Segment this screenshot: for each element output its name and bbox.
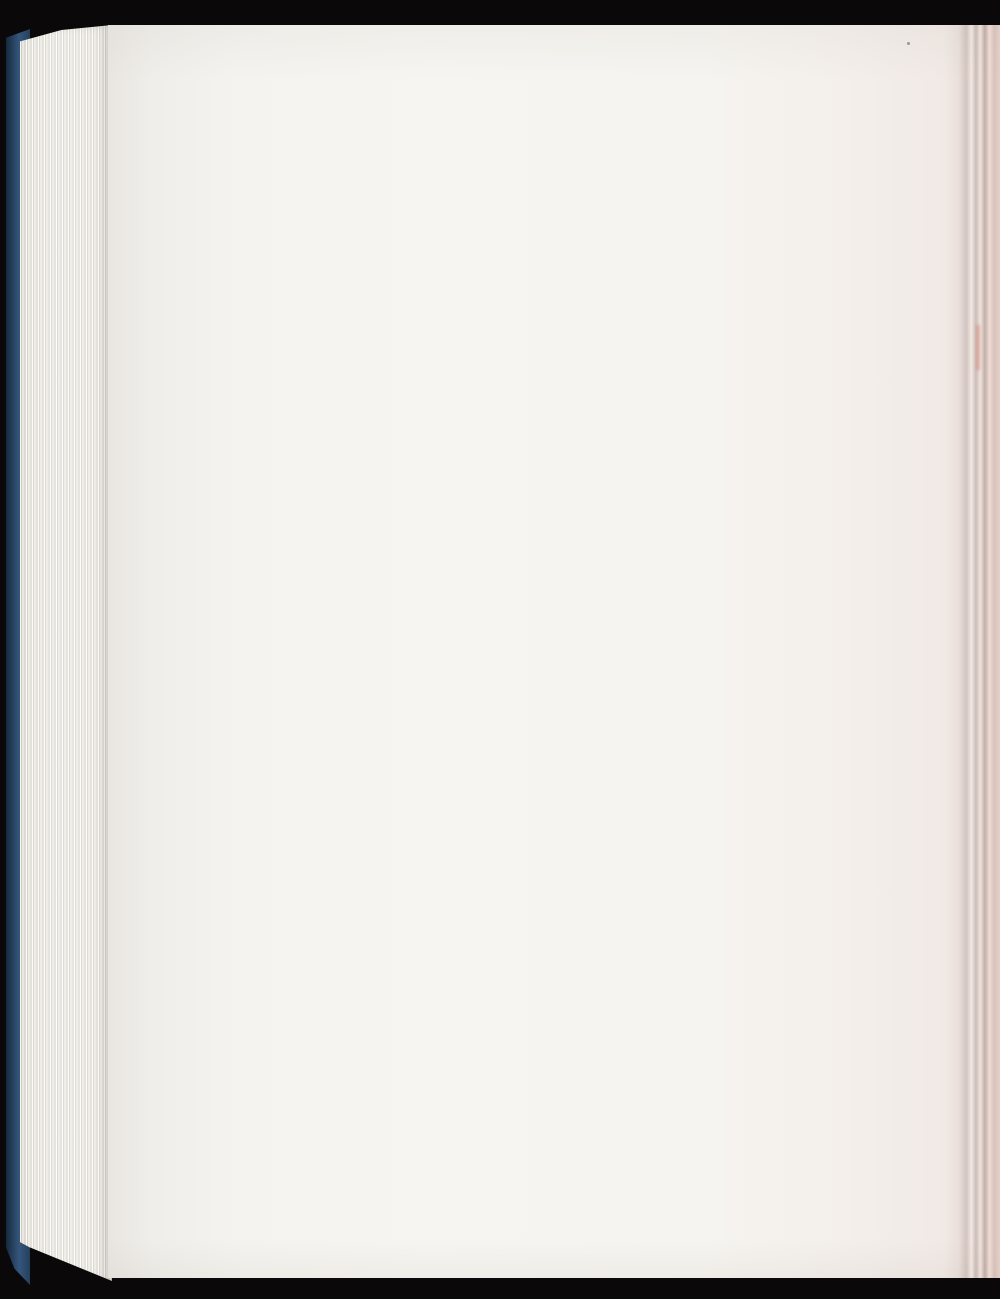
entries-list [108,25,1000,1278]
scan-speck [907,42,910,45]
scan-smudge [976,325,980,370]
page-stack-edge [20,25,112,1281]
book-page [108,25,1000,1278]
